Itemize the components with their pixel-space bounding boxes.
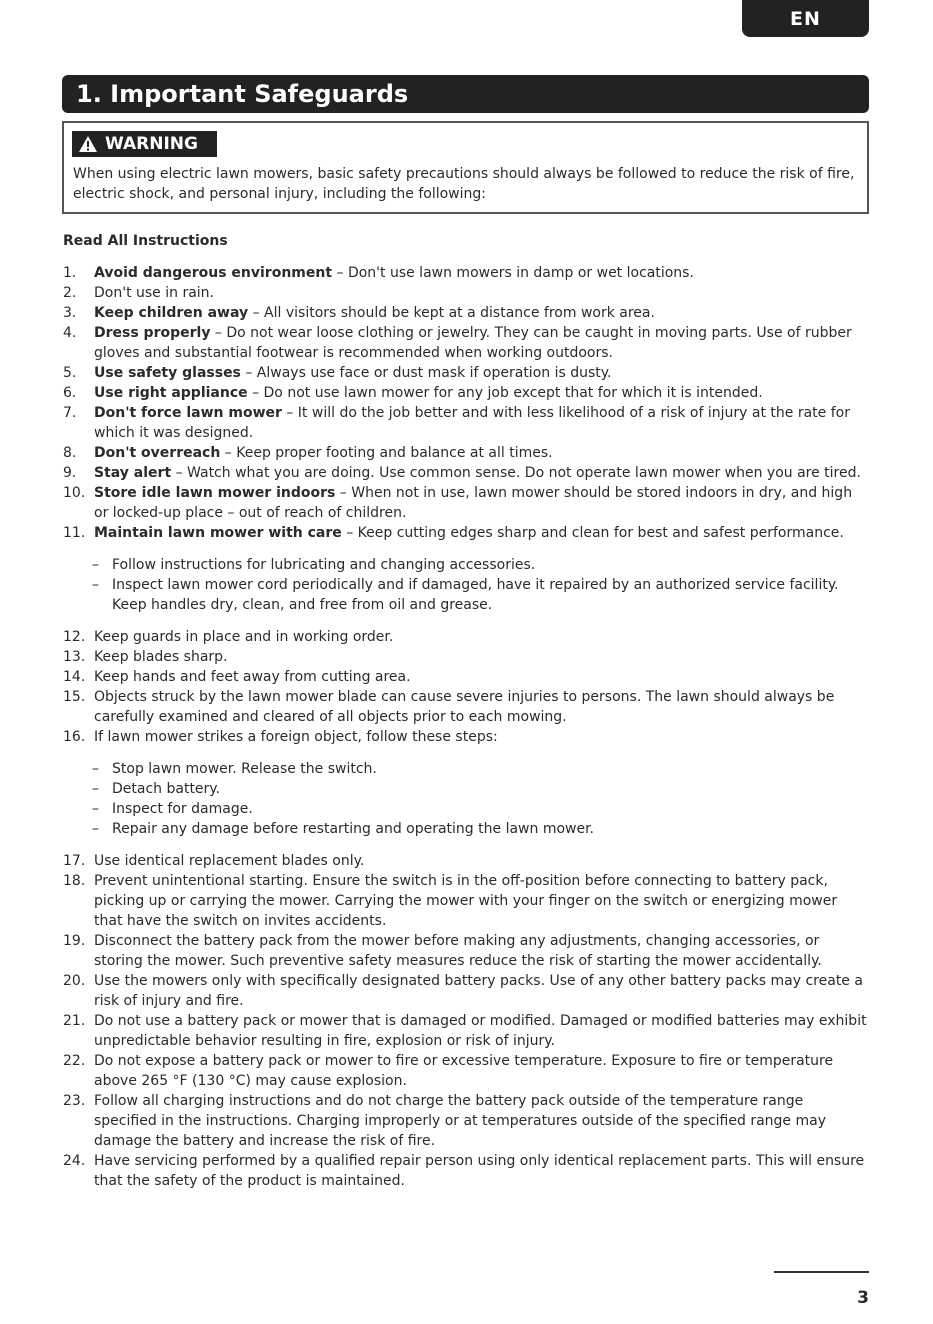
item-body: Objects struck by the lawn mower blade can cause severe injuries to persons. The lawn should always be carefully examined and cleared of all objects prior to each mowing.	[94, 689, 835, 725]
item-number: 12.	[63, 629, 86, 645]
item-body: – Always use face or dust mask if operation is dusty.	[240, 365, 612, 381]
item-bold-lead: Store idle lawn mower indoors	[94, 485, 336, 501]
item-text	[94, 667, 869, 687]
item-text	[94, 931, 869, 971]
item-body: – When not in use, lawn mower should be stored indoors in dry, and high or locked-up place – out of reach of children.	[94, 485, 853, 521]
list-item	[63, 1151, 869, 1191]
item-body: Keep blades sharp.	[94, 649, 228, 665]
list-item	[63, 523, 869, 543]
item-bold-lead: Don't force lawn mower	[94, 405, 282, 421]
sub-list-item	[92, 759, 869, 779]
sub-list-item	[92, 555, 869, 575]
list-item	[63, 931, 869, 971]
sub-item-text: Repair any damage before restarting and operating the lawn mower.	[112, 821, 595, 837]
item-number: 24.	[63, 1153, 86, 1169]
item-text	[94, 303, 869, 323]
item-text	[94, 851, 869, 871]
sub-list-item	[92, 575, 869, 615]
item-text	[94, 1051, 869, 1091]
item-text	[94, 363, 869, 383]
item-number: 10.	[63, 485, 86, 501]
item-body: Do not expose a battery pack or mower to fire or excessive temperature. Exposure to fire or temperature above 265 °F (130 °C) may cause explosion.	[94, 1053, 834, 1089]
item-number: 7.	[63, 405, 77, 421]
item-number: 5.	[63, 365, 77, 381]
item-number: 18.	[63, 873, 86, 889]
item-body: Use identical replacement blades only.	[94, 853, 365, 869]
list-item	[63, 1051, 869, 1091]
warning-label	[72, 131, 217, 157]
item-text	[94, 443, 869, 463]
sub-list-item	[92, 819, 869, 839]
item-body: Prevent unintentional starting. Ensure the switch is in the off-position before connecting to battery pack, picking up or carrying the mower. Carrying the mower with your finger on the switch or energizing mower that have the switch on invites accidents.	[94, 873, 838, 929]
item-number: 8.	[63, 445, 77, 461]
list-item	[63, 323, 869, 363]
item-number: 9.	[63, 465, 77, 481]
footer-rule	[774, 1271, 869, 1273]
warning-label-text: WARNING	[105, 134, 198, 154]
item-number: 13.	[63, 649, 86, 665]
list-item	[63, 971, 869, 1011]
item-body: Keep hands and feet away from cutting area.	[94, 669, 411, 685]
item-number: 6.	[63, 385, 77, 401]
item-body: Use the mowers only with specifically designated battery packs. Use of any other battery packs may create a risk of injury and fire.	[94, 973, 863, 1009]
list-item	[63, 1011, 869, 1051]
dash-bullet: –	[92, 781, 99, 797]
item-number: 4.	[63, 325, 77, 341]
item-number: 23.	[63, 1093, 86, 1109]
language-tab: EN	[742, 0, 869, 37]
item-body: – It will do the job better and with less likelihood of a risk of injury at the rate for which it was designed.	[94, 405, 850, 441]
item-text	[94, 483, 869, 523]
list-item	[63, 363, 869, 383]
item-number: 22.	[63, 1053, 86, 1069]
item-text	[94, 971, 869, 1011]
section-title: 1. Important Safeguards	[62, 75, 869, 113]
item-body: Follow all charging instructions and do not charge the battery pack outside of the temperature range specified in the instructions. Charging improperly or at temperatures outside of the specified range may damage the battery and increase the risk of fire.	[94, 1093, 826, 1149]
list-item	[63, 383, 869, 403]
dash-bullet: –	[92, 577, 99, 593]
sub-item-text: Follow instructions for lubricating and changing accessories.	[112, 557, 536, 573]
item-number: 21.	[63, 1013, 86, 1029]
item-body: Do not use a battery pack or mower that is damaged or modified. Damaged or modified batteries may exhibit unpredictable behavior resulting in fire, explosion or risk of injury.	[94, 1013, 867, 1049]
item-text	[94, 403, 869, 443]
item-text	[94, 523, 869, 543]
item-text	[94, 627, 869, 647]
item-body: Don't use in rain.	[94, 285, 214, 301]
item-text	[94, 727, 869, 747]
item-text	[94, 263, 869, 283]
item-text	[94, 1091, 869, 1151]
item-body: – Do not wear loose clothing or jewelry. They can be caught in moving parts. Use of rubber gloves and substantial footwear is recommended when working outdoors.	[94, 325, 852, 361]
list-item	[63, 727, 869, 747]
item-body: – Watch what you are doing. Use common sense. Do not operate lawn mower when you are tired.	[171, 465, 861, 481]
item-number: 19.	[63, 933, 86, 949]
list-item	[63, 443, 869, 463]
item-text	[94, 463, 869, 483]
item-bold-lead: Use safety glasses	[94, 365, 241, 381]
item-text	[94, 687, 869, 727]
sub-list-item	[92, 799, 869, 819]
item-body: – Keep proper footing and balance at all times.	[220, 445, 553, 461]
item-11-sublist	[63, 555, 869, 615]
list-item	[63, 871, 869, 931]
item-body: Disconnect the battery pack from the mower before making any adjustments, changing accessories, or storing the mower. Such preventive safety measures reduce the risk of starting the mower accidentally.	[94, 933, 822, 969]
sub-list-item	[92, 779, 869, 799]
item-body: If lawn mower strikes a foreign object, follow these steps:	[94, 729, 498, 745]
item-number: 14.	[63, 669, 86, 685]
item-number: 15.	[63, 689, 86, 705]
item-bold-lead: Dress properly	[94, 325, 211, 341]
item-body: – Do not use lawn mower for any job except that for which it is intended.	[247, 385, 763, 401]
list-item	[63, 647, 869, 667]
page-number: 3	[857, 1288, 869, 1308]
sub-item-text: Inspect for damage.	[112, 801, 253, 817]
list-item	[63, 687, 869, 727]
item-body: – Don't use lawn mowers in damp or wet locations.	[332, 265, 694, 281]
dash-bullet: –	[92, 821, 99, 837]
warning-text: When using electric lawn mowers, basic safety precautions should always be followed to reduce the risk of fire, electric shock, and personal injury, including the following:	[73, 166, 855, 202]
item-body: – All visitors should be kept at a distance from work area.	[248, 305, 655, 321]
dash-bullet: –	[92, 801, 99, 817]
item-bold-lead: Use right appliance	[94, 385, 248, 401]
list-item	[63, 463, 869, 483]
dash-bullet: –	[92, 557, 99, 573]
item-body: Have servicing performed by a qualified repair person using only identical replacement parts. This will ensure that the safety of the product is maintained.	[94, 1153, 865, 1189]
item-text	[94, 323, 869, 363]
list-item	[63, 667, 869, 687]
sub-item-text: Inspect lawn mower cord periodically and if damaged, have it repaired by an authorized service facility. Keep handles dry, clean, and free from oil and grease.	[112, 577, 839, 613]
item-text	[94, 647, 869, 667]
item-bold-lead: Maintain lawn mower with care	[94, 525, 342, 541]
item-bold-lead: Keep children away	[94, 305, 249, 321]
warning-triangle-icon	[78, 135, 98, 153]
item-bold-lead: Avoid dangerous environment	[94, 265, 333, 281]
list-item	[63, 303, 869, 323]
dash-bullet: –	[92, 761, 99, 777]
item-16-sublist	[63, 759, 869, 839]
item-bold-lead: Don't overreach	[94, 445, 221, 461]
item-bold-lead: Stay alert	[94, 465, 172, 481]
list-item	[63, 851, 869, 871]
warning-box	[62, 121, 869, 214]
item-text	[94, 283, 869, 303]
item-number: 3.	[63, 305, 77, 321]
item-body: – Keep cutting edges sharp and clean for best and safest performance.	[341, 525, 844, 541]
list-item	[63, 263, 869, 283]
list-item	[63, 627, 869, 647]
list-item	[63, 1091, 869, 1151]
list-item	[63, 283, 869, 303]
item-body: Keep guards in place and in working order.	[94, 629, 394, 645]
item-number: 16.	[63, 729, 86, 745]
safeguards-list	[63, 263, 869, 1191]
item-text	[94, 1011, 869, 1051]
read-all-instructions-heading: Read All Instructions	[63, 233, 228, 249]
item-text	[94, 871, 869, 931]
item-text	[94, 383, 869, 403]
item-number: 2.	[63, 285, 77, 301]
item-text	[94, 1151, 869, 1191]
item-number: 11.	[63, 525, 86, 541]
list-item	[63, 483, 869, 523]
sub-item-text: Detach battery.	[112, 781, 221, 797]
item-number: 1.	[63, 265, 77, 281]
sub-item-text: Stop lawn mower. Release the switch.	[112, 761, 377, 777]
item-number: 20.	[63, 973, 86, 989]
item-number: 17.	[63, 853, 86, 869]
list-item	[63, 403, 869, 443]
